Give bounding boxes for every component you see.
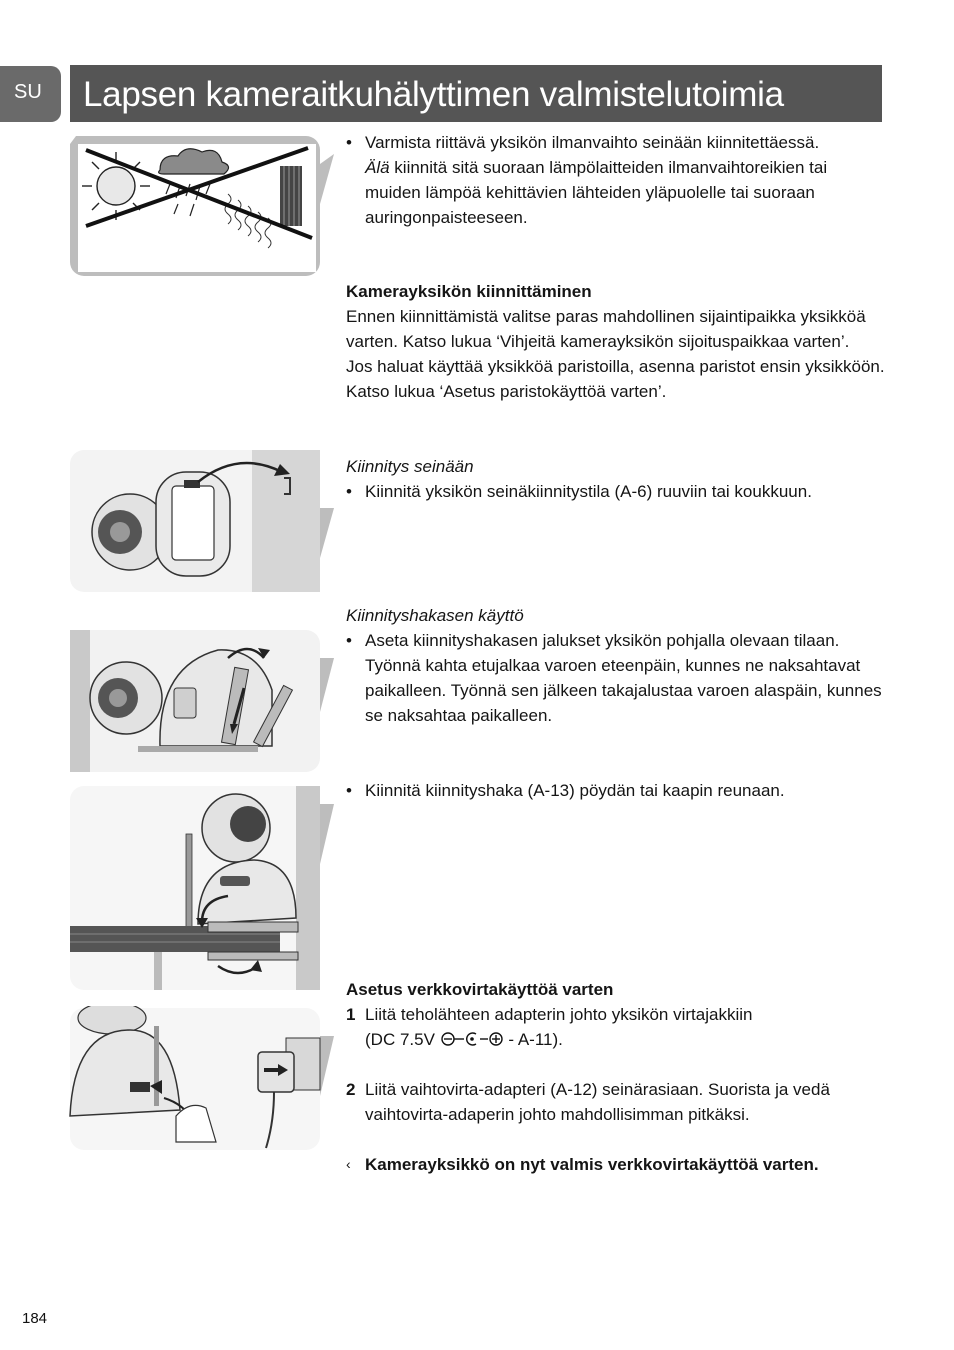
clamp-legs-illustration: [68, 628, 334, 774]
mounting-paragraph: Ennen kiinnittämistä valitse paras mahdollinen sijaintipaikka yksikköä varten. Katso lukua ‘Vihjeitä kamerayksikön sijoituspaikkaa varten’.: [346, 307, 866, 351]
mains-section: [346, 977, 886, 1177]
list-item: [346, 778, 886, 803]
title-bar: [70, 65, 882, 122]
clamp-table-section: [346, 778, 886, 803]
result-item: [346, 1152, 886, 1177]
wall-section: [346, 454, 886, 504]
bullet-marker: •: [346, 482, 352, 501]
mounting-section: [346, 279, 886, 404]
ventilation-text-2: kiinnitä sitä suoraan lämpölaitteiden ilmanvaihtoreikien tai muiden lämpöä kehittävien lähteiden yläpuolelle tai suoraan auringonpaisteeseen.: [365, 158, 828, 227]
clamp-bullet-text: Aseta kiinnityshakasen jalukset yksikön pohjalla olevaan tilaan. Työnnä kahta etujalkaa varoen eteenpäin, kunnes ne naksahtavat paikalleen. Työnnä sen jälkeen takajalustaa varoen alaspäin, kunnes se naksahtaa paikalleen.: [365, 631, 882, 725]
result-text: Kamerayksikkö on nyt valmis verkkovirtakäyttöä varten.: [365, 1155, 819, 1174]
ventilation-text-1: Varmista riittävä yksikön ilmanvaihto seinään kiinnitettäessä.: [365, 133, 820, 152]
page-number: 184: [22, 1310, 48, 1327]
bullet-marker: •: [346, 133, 352, 152]
step-text: Liitä vaihtovirta-adapteri (A-12) seinärasiaan. Suorista ja vedä vaihtovirta-adaperin johto mahdollisimman pitkäksi.: [365, 1080, 830, 1124]
mounting-heading: Kamerayksikön kiinnittäminen: [346, 282, 592, 301]
step-item: [346, 1077, 886, 1127]
result-marker: ‹: [346, 1156, 351, 1172]
mains-heading: Asetus verkkovirtakäyttöä varten: [346, 980, 614, 999]
wall-mount-illustration: [68, 448, 334, 594]
page-title: Lapsen kameraitkuhälyttimen valmistelutoimia: [83, 75, 784, 114]
no-heat-source-illustration: [68, 134, 334, 278]
wall-bullet-text: Kiinnitä yksikön seinäkiinnitystila (A-6) ruuviin tai koukkuun.: [365, 482, 812, 501]
radiator-icon: [280, 166, 302, 226]
list-item: [346, 628, 886, 728]
ventilation-warning-lead: Älä: [365, 158, 390, 177]
step-text: - A-11).: [503, 1030, 563, 1049]
step-item: [346, 1002, 886, 1052]
dc-polarity-icon: [440, 1031, 504, 1047]
clamp-table-text: Kiinnitä kiinnityshaka (A-13) pöydän tai kaapin reunaan.: [365, 781, 785, 800]
language-tab: [0, 66, 61, 122]
step-text: Liitä teholähteen adapterin johto yksikön virtajakkiin: [365, 1005, 753, 1024]
mounting-paragraph: Jos haluat käyttää yksikköä paristoilla, asenna paristot ensin yksikköön. Katso lukua ‘Asetus paristokäyttöä varten’.: [346, 357, 885, 401]
table-clamp-illustration: [68, 784, 334, 992]
wall-subheading: Kiinnitys seinään: [346, 457, 474, 476]
step-text: (DC 7.5V: [365, 1030, 435, 1049]
power-adapter-illustration: [68, 1006, 334, 1152]
clamp-section: [346, 603, 886, 728]
step-number: 1: [346, 1005, 356, 1024]
bullet-marker: •: [346, 781, 352, 800]
clamp-subheading: Kiinnityshakasen käyttö: [346, 606, 524, 625]
ventilation-section: [346, 130, 886, 230]
list-item: [346, 479, 886, 504]
step-number: 2: [346, 1080, 356, 1099]
list-item: [346, 130, 886, 230]
bullet-marker: •: [346, 631, 352, 650]
language-tab-label: SU: [14, 81, 42, 103]
